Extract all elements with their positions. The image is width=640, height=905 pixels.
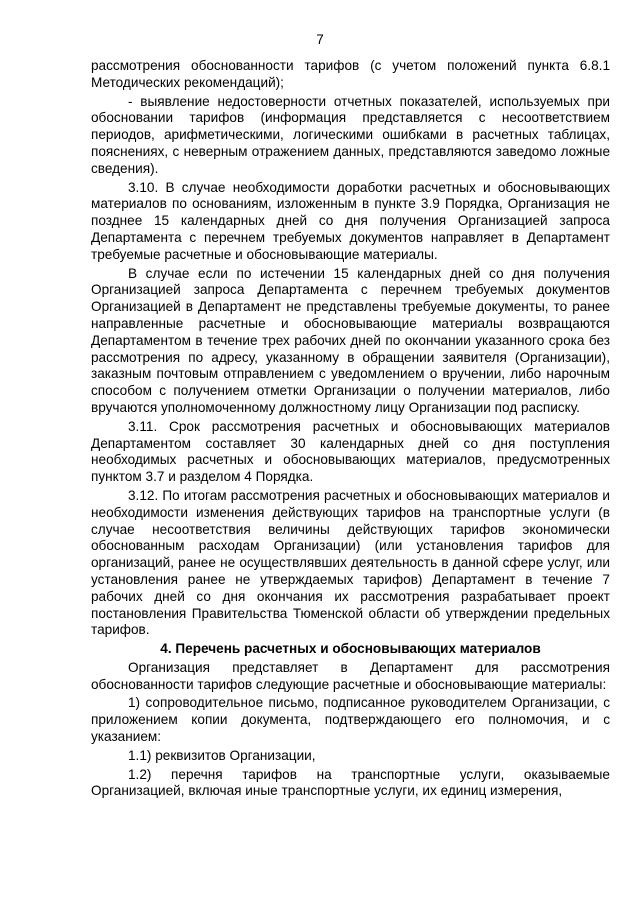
paragraph-item-1-2: 1.2) перечня тарифов на транспортные услуги, оказываемые Организацией, включая иные транспортные услуги, их единиц измерения,	[91, 766, 610, 799]
paragraph-item-1: 1) сопроводительное письмо, подписанное руководителем Организации, с приложением копии документа, подтверждающего его полномочия, и с указанием:	[91, 695, 610, 745]
paragraph-3-11: 3.11. Срок рассмотрения расчетных и обосновывающих материалов Департаментом составляет 30 календарных дней со дня поступления необходимых расчетных и обосновывающих материалов, предусмотренных пунктом 3.7 и разделом 4 Порядка.	[91, 418, 610, 485]
page-number: 7	[316, 32, 324, 47]
paragraph-3-10-return: В случае если по истечении 15 календарных дней со дня получения Организацией запроса Департамента с перечнем требуемых документов Организацией в Департамент не представлены требуемые документы, то ранее направленные расчетные и обосновывающие материалы возвращаются Департаментом в течение трех рабочих дней по окончании указанного срока без рассмотрения по адресу, указанному в обращении заявителя (Организации), заказным почтовым отправлением с уведомлением о вручении, либо нарочным способом с получением отметки Организации о получении материалов, либо вручаются уполномоченному должностному лицу Организации под расписку.	[91, 265, 610, 415]
section-heading: 4. Перечень расчетных и обосновывающих материалов	[160, 641, 541, 657]
document-body	[91, 58, 610, 802]
paragraph-3-12: 3.12. По итогам рассмотрения расчетных и обосновывающих материалов и необходимости изменения действующих тарифов на транспортные услуги (в случае несоответствия величины действующих тарифов экономически обоснованным расходам Организации) (или установления тарифов для организаций, ранее не осуществлявших деятельность в данной сфере услуг, или установления ранее не утверждаемых тарифов) Департамент в течение 7 рабочих дней со дня окончания их рассмотрения разрабатывает проект постановления Правительства Тюменской области об утверждении предельных тарифов.	[91, 487, 610, 638]
paragraph-continuation: рассмотрения обоснованности тарифов (с учетом положений пункта 6.8.1 Методических рекомендаций);	[91, 58, 610, 90]
paragraph-item-1-1: 1.1) реквизитов Организации,	[128, 747, 316, 763]
paragraph-3-10: 3.10. В случае необходимости доработки расчетных и обосновывающих материалов по основаниям, изложенным в пункте 3.9 Порядка, Организация не позднее 15 календарных дней со дня получения Организацией запроса Департамента с перечнем требуемых документов направляет в Департамент требуемые расчетные и обосновывающие материалы.	[91, 179, 610, 262]
paragraph-unreliable-indicators: - выявление недостоверности отчетных показателей, используемых при обосновании тарифов (информация представляется с несоответствием периодов, арифметическими, логическими ошибками в расчетных таблицах, пояснениях, с неверным отражением данных, представляются заведомо ложные сведения).	[91, 93, 610, 176]
paragraph-section-intro: Организация представляет в Департамент для рассмотрения обоснованности тарифов следующие расчетные и обосновывающие материалы:	[91, 659, 610, 692]
